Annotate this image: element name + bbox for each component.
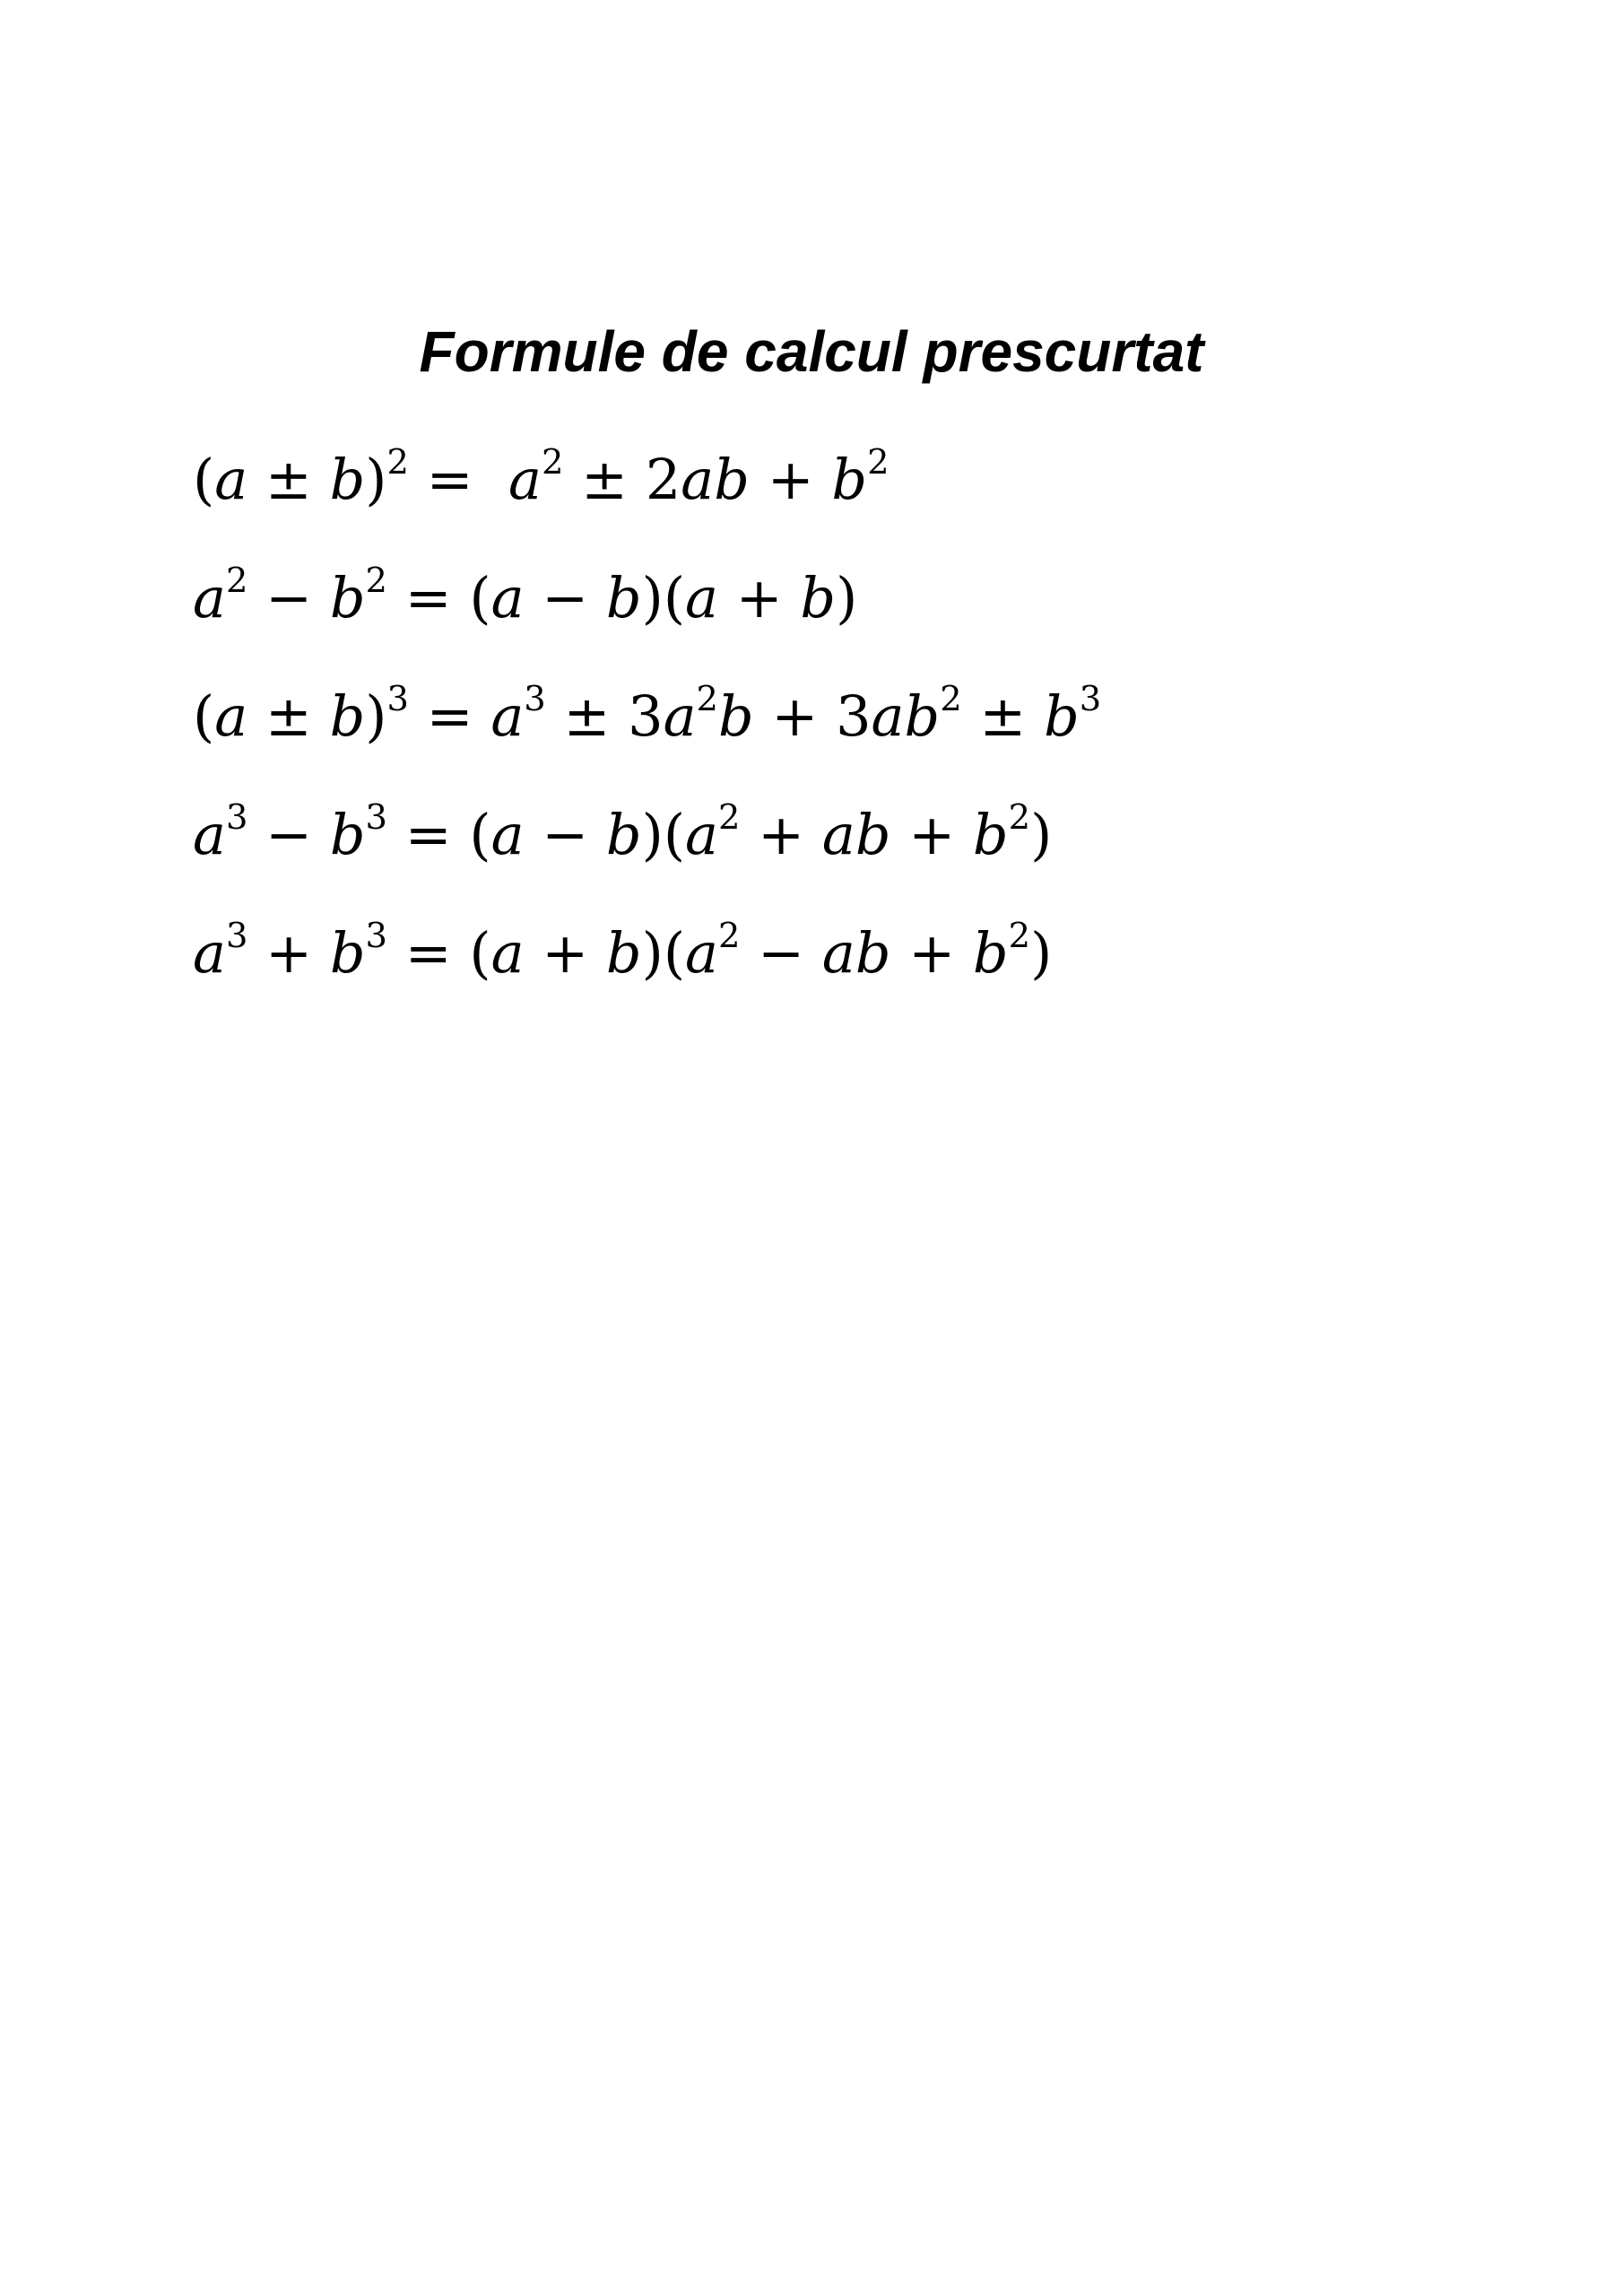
document-title: Formule de calcul prescurtat <box>419 319 1204 384</box>
formula-list <box>193 430 1448 1022</box>
formula-sum-of-cubes: $a^3 + b^3 = (a + b)(a^2$ − ab + $b^2$) <box>193 916 1053 986</box>
formula-difference-of-cubes: $a^3 - b^3 = (a - b)(a^2$ + ab + $b^2$) <box>193 797 1053 867</box>
formula-difference-of-squares: $a^2 - b^2 = (a - b)(a + b)$ <box>193 561 858 631</box>
formula-square-of-sum: $(a \pm b)^2 = a^2 \pm 2ab + b^2$ <box>193 442 890 512</box>
formula-cube-of-sum: $(a \pm b)^3 = a^3 \pm 3a^2b + 3ab^2 \pm b^3$ <box>193 679 1102 749</box>
